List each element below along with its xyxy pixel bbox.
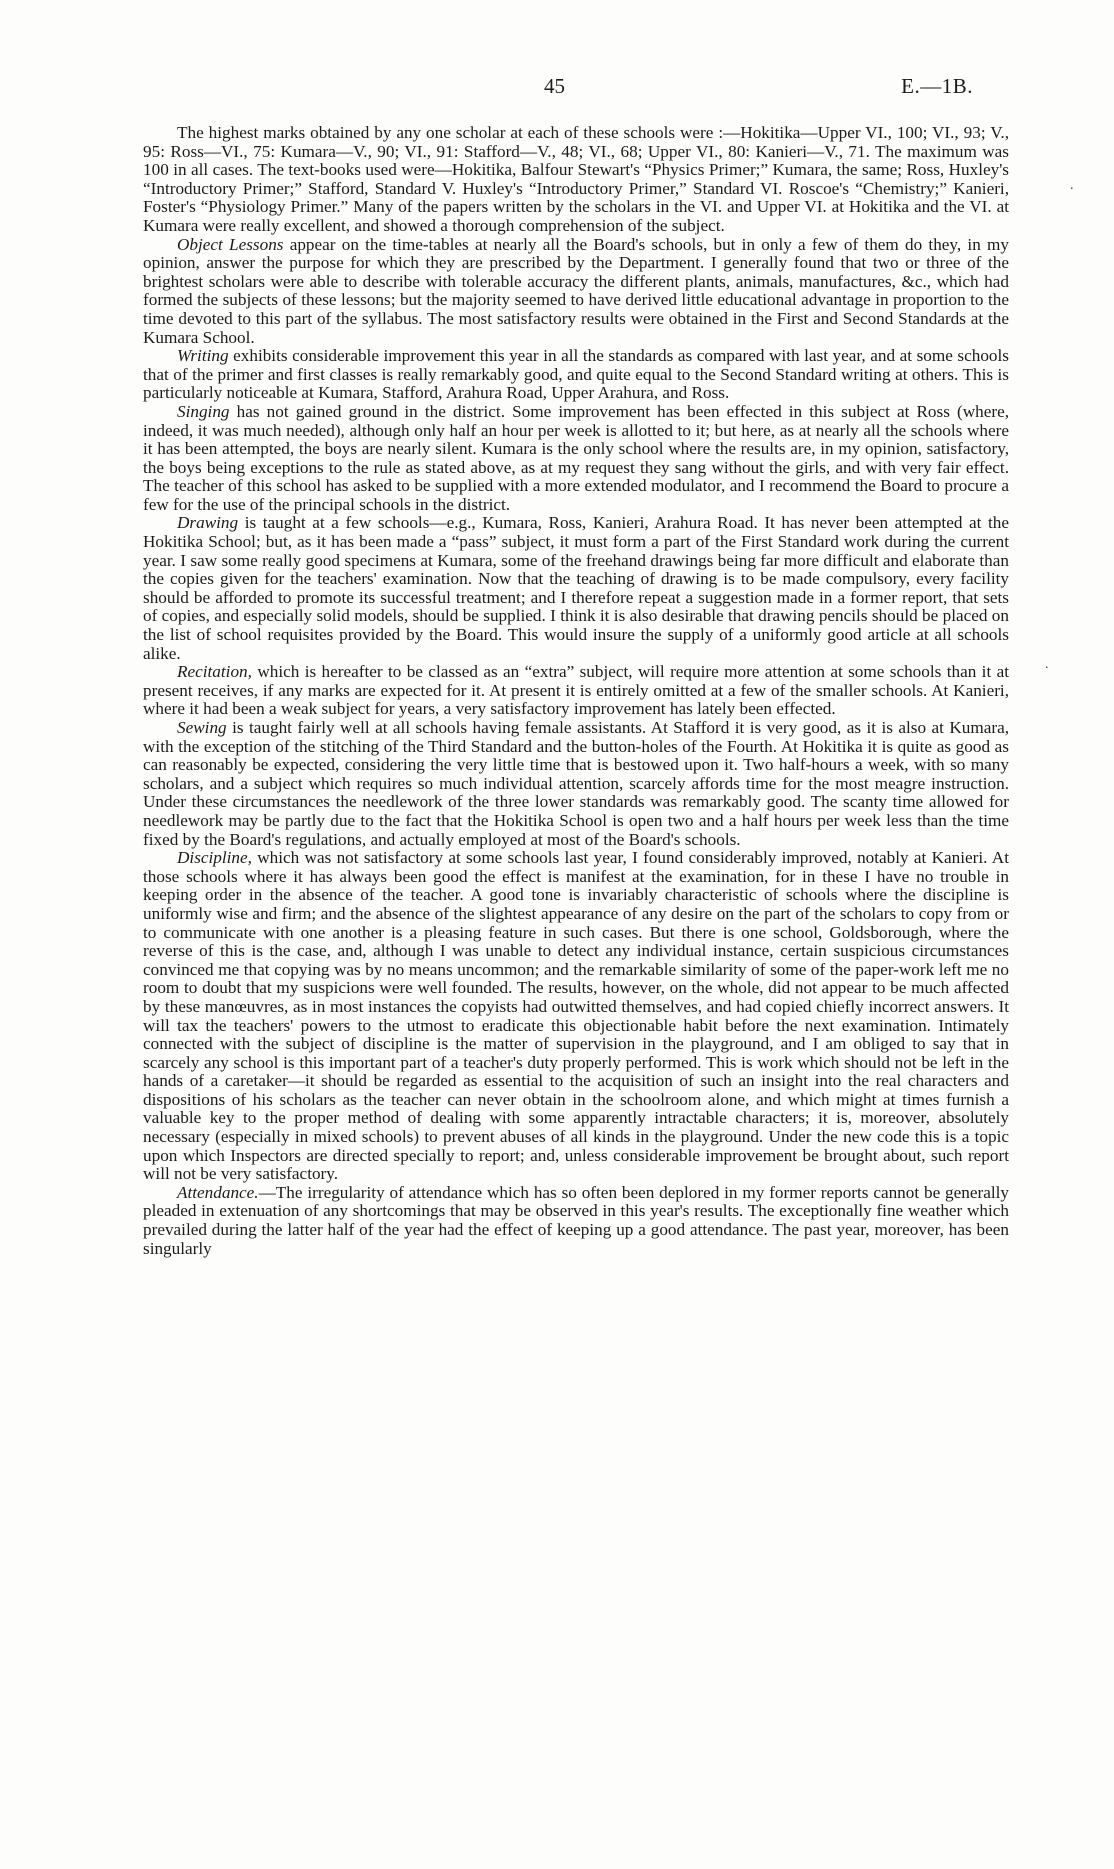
paragraph-lead: Singing: [177, 401, 230, 421]
paragraph-sewing: [143, 719, 1009, 849]
paragraph-text: The highest marks obtained by any one scholar at each of these schools were :—Hokitika—Upper VI., 100; VI., 93; V., 95: Ross—VI., 75: Kumara—V., 90; VI., 91: Stafford—V., 48; VI., 68; Upper VI., 80: Kanieri—V., 71. The maximum was 100 in all cases. The text-books used were—Hokitika, Balfour Stewart's “Physics Primer;” Kumara, the same; Ross, Huxley's “Introductory Primer;” Stafford, Standard V. Huxley's “Introductory Primer,” Standard VI. Roscoe's “Chemistry;” Kanieri, Foster's “Physiology Primer.” Many of the papers written by the scholars in the VI. and Upper VI. at Hokitika and the VI. at Kumara were really excellent, and showed a thorough comprehension of the subject.: [143, 123, 1009, 235]
page-header: [0, 74, 1114, 104]
paragraph-text: is taught fairly well at all schools having female assistants. At Stafford it is very good, as it is also at Kumara, with the exception of the stitching of the Third Standard and the button-holes of the Fourth. At Hokitika it is quite as good as can reasonably be expected, considering the very little time that is bestowed upon it. Two half-hours a week, with so many scholars, and a subject which requires so much individual attention, scarcely affords time for the most meagre instruction. Under these circumstances the needlework of the three lower standards was remarkably good. The scanty time allowed for needlework may be partly due to the fact that the Hokitika School is open two and a half hours per week less than the time fixed by the Board's regulations, and actually employed at most of the Board's schools.: [143, 718, 1009, 849]
paragraph-text: which was not satisfactory at some schools last year, I found considerably improved, notably at Kanieri. At those schools where it has always been good the effect is manifest at the examination, for in these I have no trouble in keeping order in the absence of the teacher. A good tone is invariably characteristic of schools where the discipline is uniformly wise and firm; and the absence of the slightest appearance of any desire on the part of the scholars to copy from or to communicate with one another is a pleasing feature in such cases. But there is one school, Goldsborough, where the reverse of this is the case, and, although I was unable to detect any individual instance, certain suspicious circumstances convinced me that copying was by no means uncommon; and the remarkable similarity of some of the paper-work left me no room to doubt that my suspicions were well founded. The results, however, on the whole, did not appear to be much affected by these manœuvres, as in most instances the copyists had outwitted themselves, and had copied chiefly incorrect answers. It will tax the teachers' powers to the utmost to eradicate this objectionable habit before the next examination. Intimately connected with the subject of discipline is the matter of supervision in the playground, and I am obliged to say that in scarcely any school is this important part of a teacher's duty properly performed. This is work which should not be left in the hands of a caretaker—it should be regarded as essential to the acquisition of such an insight into the real characters and dispositions of his scholars as the teacher can never obtain in the schoolroom alone, and which might at times furnish a valuable key to the proper method of dealing with some apparently intractable characters; it is, moreover, absolutely necessary (especially in mixed schools) to prevent abuses of all kinds in the playground. Under the new code this is a topic upon which Inspectors are directed specially to report; and, unless considerable improvement be brought about, such report will not be very satisfactory.: [143, 848, 1009, 1184]
paragraph-attendance: [143, 1184, 1009, 1258]
paragraph-text: which is hereafter to be classed as an “extra” subject, will require more attention at some schools than it at present receives, if any marks are expected for it. At present it is entirely omitted at a few of the smaller schools. At Kanieri, where it had been a weak subject for years, a very satisfactory improvement has lately been effected.: [143, 662, 1009, 719]
paragraph-object-lessons: [143, 236, 1009, 348]
series-reference: E.—1B.: [901, 74, 973, 98]
paragraph-text: has not gained ground in the district. Some improvement has been effected in this subject at Ross (where, indeed, it was much needed), although only half an hour per week is allotted to it; but here, as at nearly all the schools where it has been attempted, the boys are nearly silent. Kumara is the only school where the results are, in my opinion, satisfactory, the boys being exceptions to the rule as stated above, as at my request they sang without the girls, and with very fair effect. The teacher of this school has asked to be supplied with a more extended modulator, and I recommend the Board to procure a few for the use of the principal schools in the district.: [143, 401, 1009, 514]
paragraph-text: is taught at a few schools—e.g., Kumara, Ross, Kanieri, Arahura Road. It has never been attempted at the Hokitika School; but, as it has been made a “pass” subject, it must form a part of the First Standard work during the current year. I saw some really good specimens at Kumara, some of the freehand drawings being far more difficult and elaborate than the copies given for the teachers' examination. Now that the teaching of drawing is to be made compulsory, every facility should be afforded to promote its successful treatment; and I therefore repeat a suggestion made in a former report, that sets of copies, and especially solid models, should be supplied. I think it is also desirable that drawing pencils should be placed on the list of school requisites provided by the Board. This would insure the supply of a uniformly good article at all schools alike.: [143, 513, 1009, 663]
paragraph-drawing: [143, 514, 1009, 663]
paragraph-lead: Recitation,: [177, 662, 252, 682]
paragraph-recitation: [143, 663, 1009, 719]
paragraph-lead: Discipline,: [177, 848, 252, 868]
paragraph-lead: Attendance.: [177, 1182, 259, 1202]
paragraph-text: appear on the time-tables at nearly all the Board's schools, but in only a few of them do they, in my opinion, answer the purpose for which they are prescribed by the Department. I generally found that two or three of the brightest scholars were able to describe with tolerable accuracy the different plants, animals, manufactures, &c., which had formed the subjects of these lessons; but the majority seemed to have derived little educational advantage in proportion to the time devoted to this part of the syllabus. The most satisfactory results were obtained in the First and Second Standards at the Kumara School.: [143, 234, 1009, 347]
margin-speck: .: [1070, 178, 1074, 193]
body-text: [143, 124, 1009, 1258]
paragraph-text: —The irregularity of attendance which has so often been deplored in my former reports cannot be generally pleaded in extenuation of any shortcomings that may be observed in this year's results. The exceptionally fine weather which prevailed during the latter half of the year had the effect of keeping up a good attendance. The past year, moreover, has been singularly: [143, 1182, 1009, 1258]
paragraph-lead: Writing: [177, 346, 229, 366]
paragraph-lead: Sewing: [177, 718, 227, 737]
paragraph-singing: [143, 403, 1009, 515]
paragraph-writing: [143, 347, 1009, 403]
paragraph-discipline: [143, 849, 1009, 1184]
margin-speck: .: [1045, 657, 1049, 672]
paragraph-highest-marks: [143, 124, 1009, 236]
paragraph-lead: Object Lessons: [177, 234, 284, 254]
paragraph-text: exhibits considerable improvement this year in all the standards as compared with last year, and at some schools that of the primer and first classes is really remarkably good, and quite equal to the Second Standard writing at others. This is particularly noticeable at Kumara, Stafford, Arahura Road, Upper Arahura, and Ross.: [143, 346, 1009, 403]
paragraph-lead: Drawing: [177, 513, 239, 533]
page-number: 45: [544, 74, 565, 98]
